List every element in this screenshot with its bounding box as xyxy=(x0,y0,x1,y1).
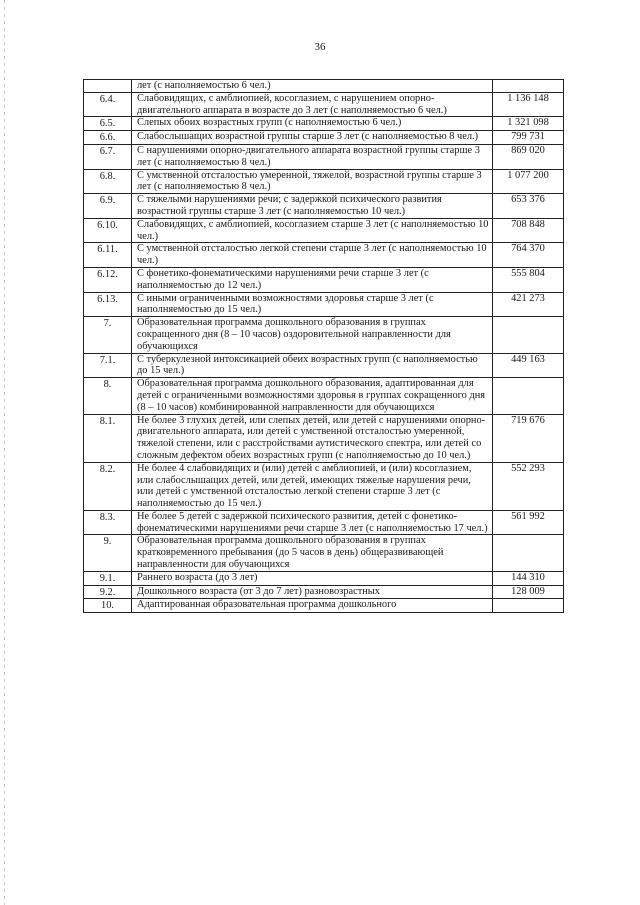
row-number: 9.2. xyxy=(84,585,132,599)
row-description: С иными ограниченными возможностями здоровья старше 3 лет (с наполняемостью до 15 чел.) xyxy=(132,292,493,317)
row-amount: 1 321 098 xyxy=(493,117,564,131)
row-amount: 449 163 xyxy=(493,353,564,378)
row-description: Дошкольного возраста (от 3 до 7 лет) разновозрастных xyxy=(132,585,493,599)
row-amount: 1 136 148 xyxy=(493,92,564,117)
table-row xyxy=(84,317,564,353)
row-amount: 555 804 xyxy=(493,267,564,292)
table-row xyxy=(84,243,564,268)
table-row xyxy=(84,117,564,131)
row-number: 6.12. xyxy=(84,267,132,292)
row-number: 9.1. xyxy=(84,571,132,585)
row-description: лет (с наполняемостью 6 чел.) xyxy=(132,80,493,93)
table-row xyxy=(84,194,564,219)
row-number: 9. xyxy=(84,535,132,571)
row-description: С нарушениями опорно-двигательного аппарата возрастной группы старше 3 лет (с наполняемостью 8 чел.) xyxy=(132,144,493,169)
row-description: Не более 4 слабовидящих и (или) детей с амблиопией, и (или) косоглазием, или слабослышащих детей, или детей, имеющих тяжелые нарушения речи, или детей с умственной отсталостью легкой степени старше 3 лет (с наполняемостью до 15 чел.) xyxy=(132,462,493,510)
row-amount: 128 009 xyxy=(493,585,564,599)
row-description: Образовательная программа дошкольного образования в группах сокращенного дня (8 – 10 часов) оздоровительной направленности для обучающихся xyxy=(132,317,493,353)
row-description: Слабовидящих, с амблиопией, косоглазием старше 3 лет (с наполняемостью 10 чел.) xyxy=(132,218,493,243)
row-amount: 869 020 xyxy=(493,144,564,169)
table-row xyxy=(84,267,564,292)
row-amount xyxy=(493,317,564,353)
row-number: 6.11. xyxy=(84,243,132,268)
row-amount: 421 273 xyxy=(493,292,564,317)
table-row xyxy=(84,353,564,378)
tariff-table xyxy=(83,79,564,613)
row-number: 6.6. xyxy=(84,131,132,145)
table-row xyxy=(84,378,564,414)
row-number: 7. xyxy=(84,317,132,353)
table-row xyxy=(84,414,564,462)
row-description: С туберкулезной интоксикацией обеих возрастных групп (с наполняемостью до 15 чел.) xyxy=(132,353,493,378)
row-amount xyxy=(493,535,564,571)
row-description: Слабослышащих возрастной группы старше 3 лет (с наполняемостью 8 чел.) xyxy=(132,131,493,145)
row-description: Образовательная программа дошкольного образования в группах кратковременного пребывания (до 5 часов в день) общеразвивающей направленности для обучающихся xyxy=(132,535,493,571)
row-amount: 799 731 xyxy=(493,131,564,145)
row-number: 6.7. xyxy=(84,144,132,169)
row-amount xyxy=(493,80,564,93)
table-row xyxy=(84,92,564,117)
row-number: 6.9. xyxy=(84,194,132,219)
row-number: 6.10. xyxy=(84,218,132,243)
row-number xyxy=(84,80,132,93)
row-number: 7.1. xyxy=(84,353,132,378)
row-amount: 719 676 xyxy=(493,414,564,462)
table-row xyxy=(84,144,564,169)
row-description: Слепых обоих возрастных групп (с наполняемостью 6 чел.) xyxy=(132,117,493,131)
row-description: Адаптированная образовательная программа дошкольного xyxy=(132,599,493,613)
table-row xyxy=(84,292,564,317)
table-row xyxy=(84,535,564,571)
scan-edge xyxy=(4,0,5,905)
row-number: 8.1. xyxy=(84,414,132,462)
row-amount: 764 370 xyxy=(493,243,564,268)
row-amount: 708 848 xyxy=(493,218,564,243)
row-amount: 561 992 xyxy=(493,510,564,535)
row-number: 6.4. xyxy=(84,92,132,117)
table-row xyxy=(84,462,564,510)
row-description: С умственной отсталостью легкой степени старше 3 лет (с наполняемостью 10 чел.) xyxy=(132,243,493,268)
row-description: С умственной отсталостью умеренной, тяжелой, возрастной группы старше 3 лет (с наполняемостью 8 чел.) xyxy=(132,169,493,194)
row-amount: 1 077 200 xyxy=(493,169,564,194)
row-description: Не более 5 детей с задержкой психического развития, детей с фонетико-фонематическими нарушениями речи старше 3 лет (с наполняемостью 17 чел.) xyxy=(132,510,493,535)
row-description: С фонетико-фонематическими нарушениями речи старше 3 лет (с наполняемостью до 12 чел.) xyxy=(132,267,493,292)
table-row xyxy=(84,218,564,243)
row-amount: 552 293 xyxy=(493,462,564,510)
row-number: 6.5. xyxy=(84,117,132,131)
row-number: 10. xyxy=(84,599,132,613)
row-number: 6.8. xyxy=(84,169,132,194)
row-number: 8. xyxy=(84,378,132,414)
table-row xyxy=(84,599,564,613)
row-number: 8.2. xyxy=(84,462,132,510)
table-row xyxy=(84,585,564,599)
table-row xyxy=(84,131,564,145)
page-number: 36 xyxy=(314,41,326,53)
table-row xyxy=(84,571,564,585)
table-row xyxy=(84,80,564,93)
row-description: Образовательная программа дошкольного образования, адаптированная для детей с ограниченными возможностями здоровья в группах сокращенного дня (8 – 10 часов) комбинированной направленности для обучающихся xyxy=(132,378,493,414)
row-description: Раннего возраста (до 3 лет) xyxy=(132,571,493,585)
row-description: Слабовидящих, с амблиопией, косоглазием, с нарушением опорно-двигательного аппарата в возрасте до 3 лет (с наполняемостью 6 чел.) xyxy=(132,92,493,117)
row-number: 8.3. xyxy=(84,510,132,535)
row-number: 6.13. xyxy=(84,292,132,317)
row-amount xyxy=(493,378,564,414)
row-amount: 144 310 xyxy=(493,571,564,585)
row-description: Не более 3 глухих детей, или слепых детей, или детей с нарушениями опорно-двигательного аппарата, или детей с умственной отсталостью умеренной, тяжелой степени, или с расстройствами аутистического спектра, или детей со сложным дефектом обеих возрастных групп (с наполняемостью до 10 чел.) xyxy=(132,414,493,462)
row-amount xyxy=(493,599,564,613)
row-amount: 653 376 xyxy=(493,194,564,219)
table-row xyxy=(84,169,564,194)
table-row xyxy=(84,510,564,535)
row-description: С тяжелыми нарушениями речи; с задержкой психического развития возрастной группы старше 3 лет (с наполняемостью 10 чел.) xyxy=(132,194,493,219)
